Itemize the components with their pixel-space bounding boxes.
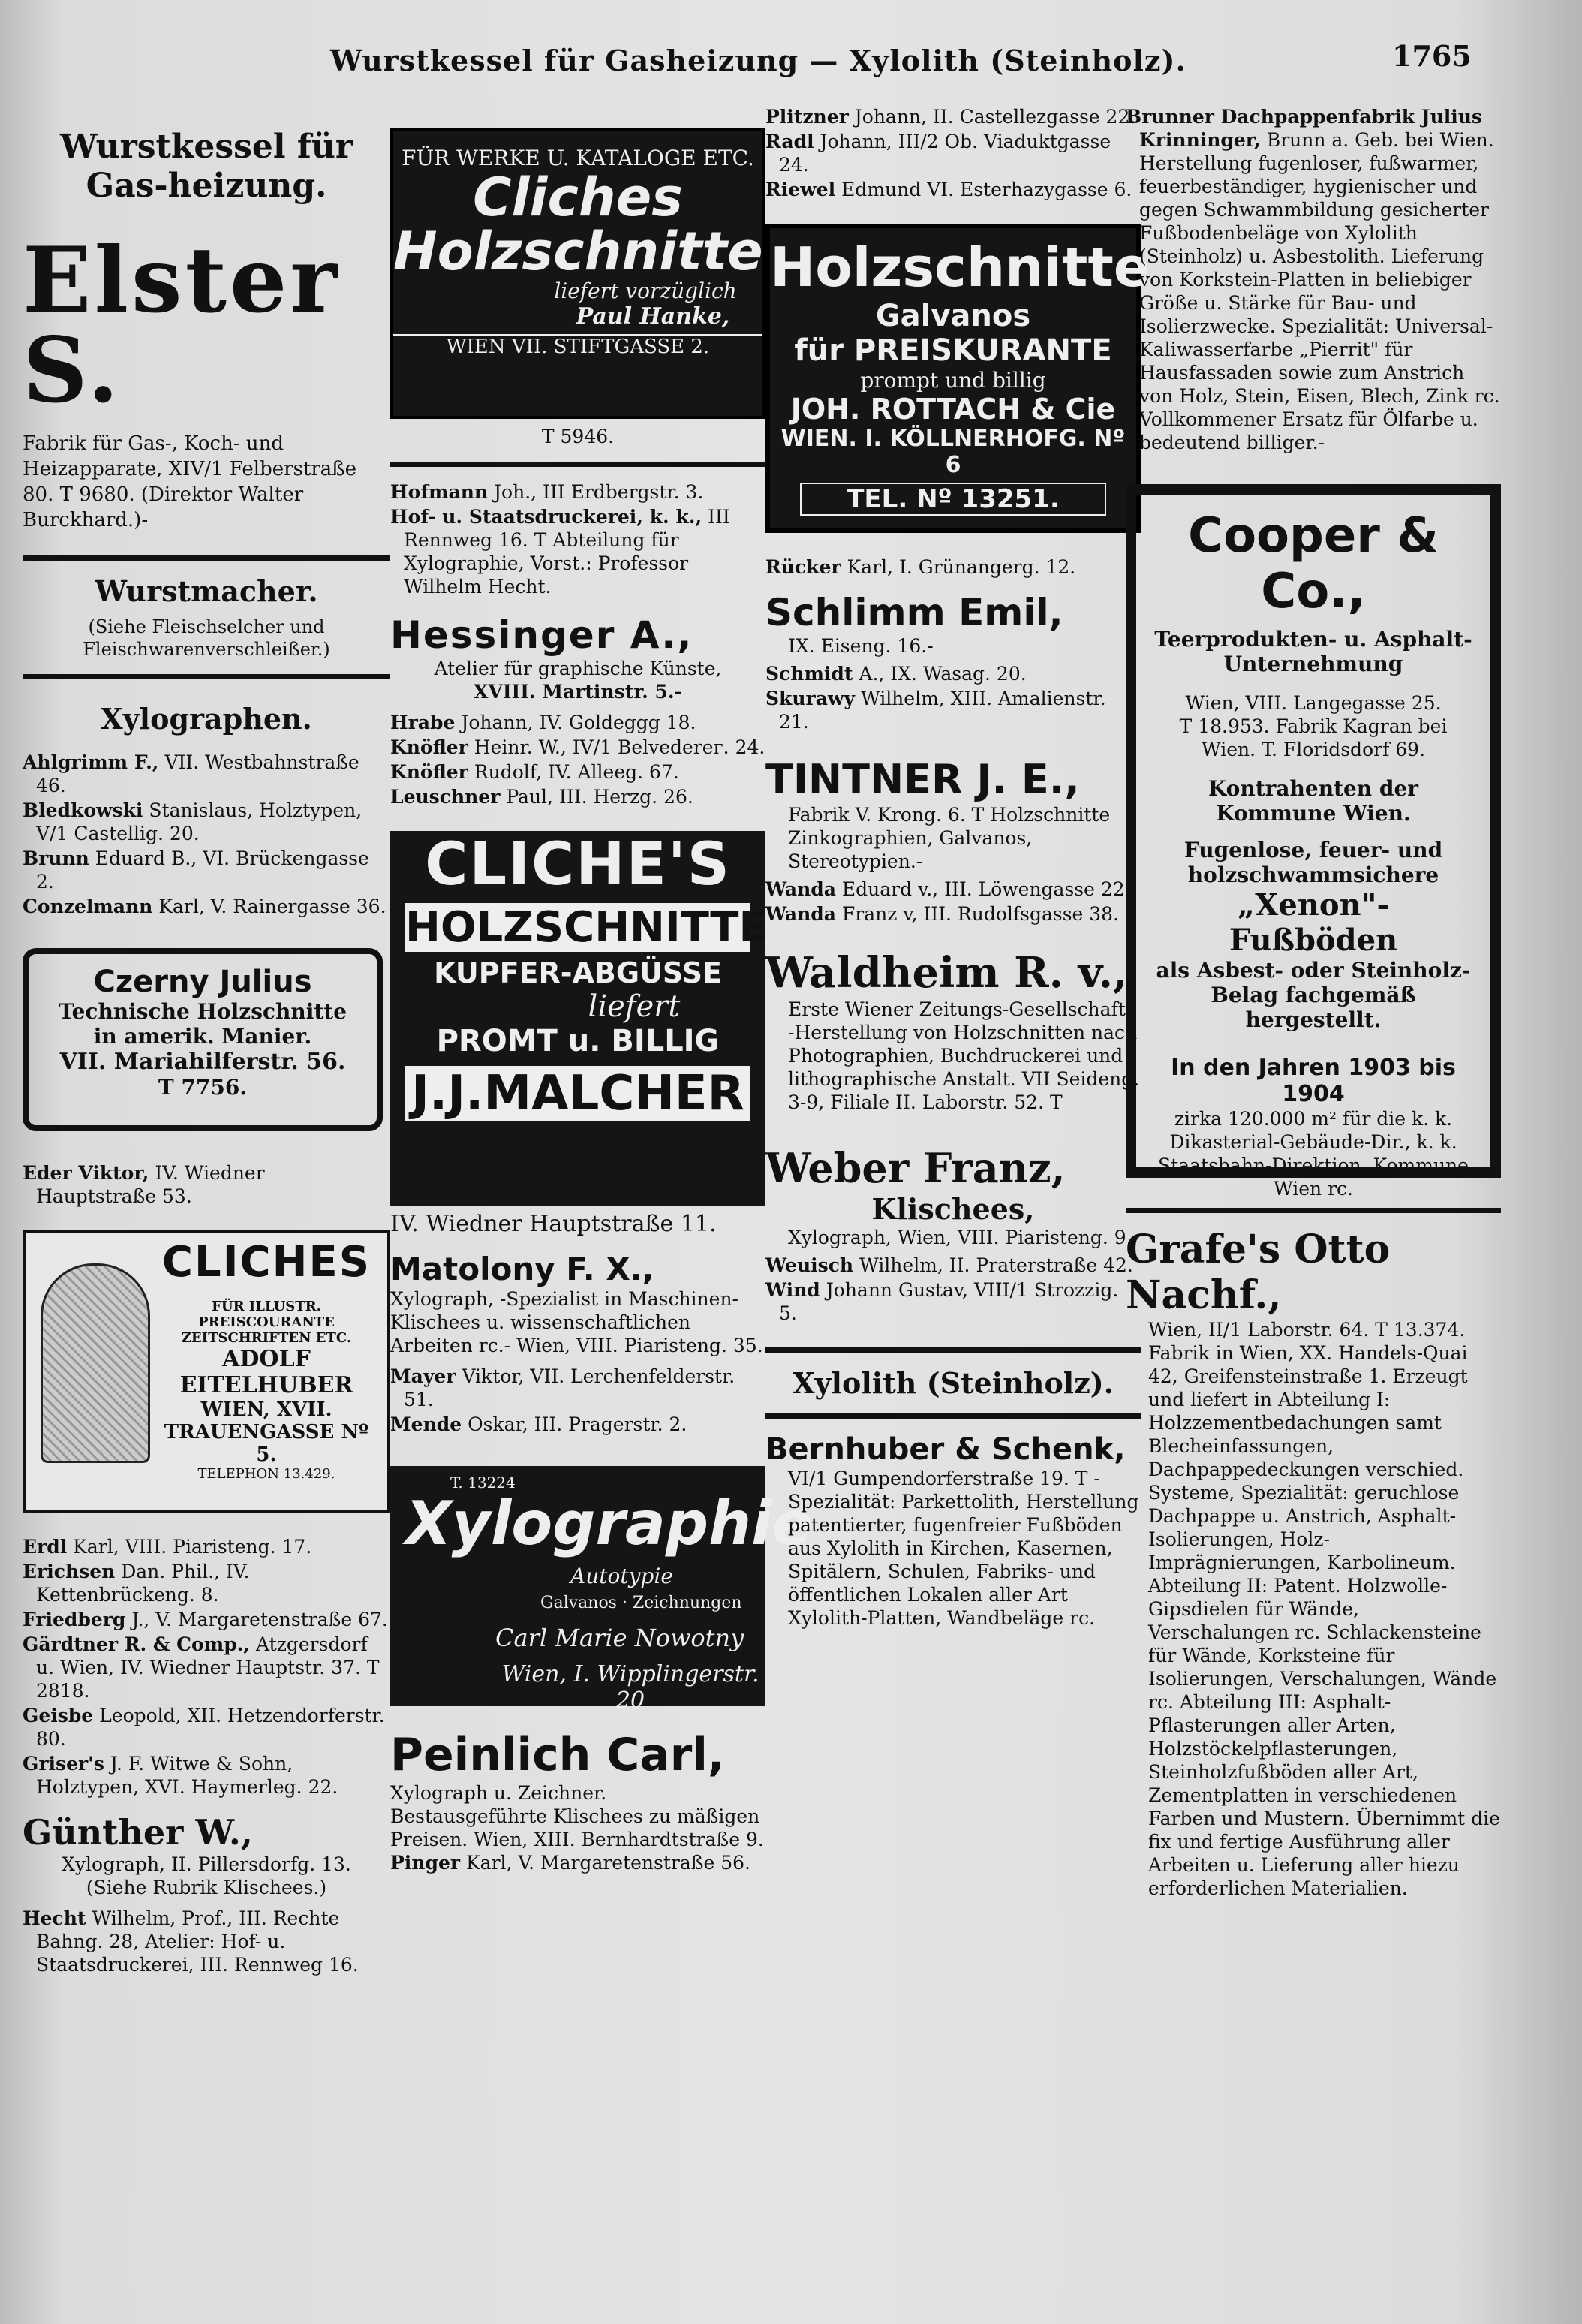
grafe-name: Grafe's Otto Nachf., bbox=[1126, 1227, 1391, 1318]
weber-sub: Klischees, bbox=[871, 1192, 1035, 1226]
tintner-text: Fabrik V. Krong. 6. T Holzschnitte Zinkographien, Galvanos, Stereotypien.- bbox=[788, 804, 1111, 872]
divider bbox=[765, 1413, 1141, 1419]
list-item: Eder Viktor, IV. Wiedner Hauptstraße 53. bbox=[23, 1162, 265, 1207]
ad-line: TELEPHON 13.429. bbox=[197, 1466, 335, 1482]
list-item: Knöfler Heinr. W., IV/1 Belvederег. 24. bbox=[390, 736, 765, 758]
nowotny-ad bbox=[390, 1466, 813, 1714]
ad-line: Xylographie bbox=[405, 1489, 813, 1558]
hessinger-line: Atelier für graphische Künste, bbox=[434, 658, 722, 679]
list-item: Knöfler Rudolf, IV. Alleeg. 67. bbox=[390, 761, 679, 783]
list-item: Ahlgrimm F., VII. Westbahnstraße 46. bbox=[23, 751, 359, 796]
ad-line: Teerprodukten- u. Asphalt-Unternehmung bbox=[1154, 627, 1472, 676]
ad-line: liefert bbox=[588, 989, 681, 1024]
czerny-phone: T 7756. bbox=[158, 1075, 248, 1100]
ad-line: für PREISKURANTE bbox=[794, 333, 1112, 368]
list-item: Riewel Edmund VI. Esterhazygasse 6. bbox=[765, 179, 1132, 200]
rottach-ad bbox=[765, 224, 1150, 533]
ad-line: WIEN. I. KÖLLNERHOFG. Nº 6 bbox=[780, 426, 1126, 478]
ad-line: ADOLF EITELHUBER bbox=[179, 1346, 353, 1398]
eitelhuber-ad bbox=[23, 1230, 390, 1513]
list-item: Leuschner Paul, III. Herzg. 26. bbox=[390, 786, 693, 808]
list-item: Griser's J. F. Witwe & Sohn, Holztypen, XVI. Haymerleg. 22. bbox=[23, 1753, 338, 1798]
list-item: Radl Johann, III/2 Ob. Viaduktgasse 24. bbox=[765, 131, 1111, 176]
peinlich-text: Xylograph u. Zeichner. Bestausgeführte Klischees zu mäßigen Preisen. Wien, XIII. Bernhardtstraße 9. bbox=[390, 1782, 764, 1850]
ad-line: als Asbest- oder Steinholz-Belag fachgemäß hergestellt. bbox=[1156, 958, 1471, 1032]
bernhuber-text: VI/1 Gumpendorferstraße 19. T -Spezialität: Parkettolith, Herstellung patentierter, fugenfreier Fußböden aus Xylolith in Kirchen, Kasernen, Spitälern, Schulen, Fabriks- und öffentlichen Lokalen aller Art Xylolith-Platten, Wandbeläge rc. bbox=[788, 1468, 1139, 1629]
divider bbox=[23, 555, 390, 561]
hessinger-line: XVIII. Martinstr. 5.- bbox=[474, 681, 682, 703]
list-item: Skurawy Wilhelm, XIII. Amalienstr. 21. bbox=[765, 688, 1106, 733]
page-header bbox=[0, 26, 1582, 93]
weber-name: Weber Franz, bbox=[765, 1144, 1066, 1192]
ad-line: FÜR ILLUSTR. PREISCOURANTE bbox=[198, 1299, 335, 1330]
ad-line: PROMT u. BILLIG bbox=[436, 1024, 720, 1058]
list-item: Friedberg J., V. Margaretenstraße 67. bbox=[23, 1609, 388, 1630]
category-note-wurstmacher: (Siehe Fleischselcher und Fleischwarenverschleißer.) bbox=[83, 616, 330, 660]
ad-line: „Xenon"- Fußböden bbox=[1229, 887, 1398, 958]
ad-line: Carl Marie Nowotny bbox=[495, 1624, 744, 1652]
figure-illustration bbox=[41, 1263, 150, 1463]
ad-line: Fugenlose, feuer- und holzschwammsichere bbox=[1183, 838, 1443, 887]
list-item: Rücker Karl, I. Grünangerg. 12. bbox=[765, 556, 1076, 578]
list-item: Hof- u. Staatsdruckerei, k. k., III Rennweg 16. T Abteilung für Xylographie, Vorst.: Professor Wilhelm Hecht. bbox=[390, 506, 730, 598]
ad-line: Paul Hanke, bbox=[576, 303, 730, 330]
ad-line: JOH. ROTTACH & Cie bbox=[790, 393, 1116, 426]
ad-line: J.J.MALCHER bbox=[405, 1066, 750, 1121]
ad-line: Holzschnitte bbox=[770, 236, 1150, 299]
waldheim-name: Waldheim R. v., bbox=[765, 948, 1128, 998]
list-item: Erichsen Dan. Phil., IV. Kettenbrückeng. 8. bbox=[23, 1561, 250, 1606]
entry-list-3 bbox=[765, 878, 1141, 926]
list-item: Wanda Franz v, III. Rudolfsgasse 38. bbox=[765, 903, 1120, 925]
waldheim-text: Erste Wiener Zeitungs-Gesellschaft. -Herstellung von Holzschnitten nach Photographien, Buchdruckerei und lithographische Anstalt. VII Seideng. 3-9, Filiale II. Laborstr. 52. T bbox=[788, 998, 1140, 1113]
list-item: Geisbe Leopold, XII. Hetzendorferstr. 80. bbox=[23, 1705, 385, 1750]
column-4 bbox=[1126, 105, 1501, 1900]
ad-line: TRAUENGASSE Nº 5. bbox=[164, 1421, 369, 1466]
ad-line: Cliches bbox=[473, 167, 683, 228]
list-item: Wanda Eduard v., III. Löwengasse 22. bbox=[765, 878, 1131, 900]
ad-line: Holzschnitte bbox=[393, 221, 763, 282]
list-item: Mayer Viktor, VII. Lerchenfelderstr. 51. bbox=[390, 1365, 735, 1410]
ad-phone: TEL. Nº 13251. bbox=[800, 483, 1106, 516]
ad-line: In den Jahren 1903 bis 1904 bbox=[1171, 1055, 1456, 1107]
list-item: Brunn Eduard B., VI. Brückengasse 2. bbox=[23, 847, 369, 893]
category-title-xylolith: Xylolith (Steinholz). bbox=[792, 1366, 1114, 1400]
column-3 bbox=[765, 105, 1150, 1630]
ad-line: CLICHE'S bbox=[425, 831, 731, 899]
divider bbox=[765, 1347, 1141, 1353]
malcher-ad bbox=[390, 831, 768, 1206]
list-item: Gärdtner R. & Comp., Atzgersdorf u. Wien, IV. Wiedner Hauptstr. 37. T 2818. bbox=[23, 1633, 380, 1702]
guenther-line: (Siehe Rubrik Klischees.) bbox=[86, 1877, 327, 1898]
entry-list-3 bbox=[390, 1365, 765, 1436]
guenther-name: Günther W., bbox=[23, 1812, 253, 1853]
running-title: Wurstkessel für Gasheizung — Xylolith (Steinholz). bbox=[330, 44, 1186, 77]
list-item: Hofmann Joh., III Erdbergstr. 3. bbox=[390, 481, 704, 503]
elster-name: Elster S. bbox=[23, 227, 341, 423]
list-item: Mende Oskar, III. Pragerstr. 2. bbox=[390, 1413, 687, 1435]
ad-line: Galvanos · Zeichnungen bbox=[540, 1594, 742, 1612]
czerny-ad bbox=[23, 948, 383, 1131]
ad-line: WIEN, XVII. bbox=[200, 1398, 332, 1421]
peinlich-name: Peinlich Carl, bbox=[390, 1729, 725, 1781]
ad-line: T 18.953. Fabrik Kagran bei Wien. T. Floridsdorf 69. bbox=[1179, 715, 1448, 760]
ad-line: HOLZSCHNITTE bbox=[405, 903, 768, 952]
entry-list-2 bbox=[765, 662, 1141, 733]
tintner-name: TINTNER J. E., bbox=[765, 756, 1080, 803]
ad-title: CLICHES bbox=[161, 1238, 371, 1287]
guenther-line: Xylograph, II. Pillersdorfg. 13. bbox=[62, 1853, 351, 1875]
list-item: Erdl Karl, VIII. Piaristeng. 17. bbox=[23, 1536, 312, 1558]
divider bbox=[390, 462, 765, 467]
czerny-name: Czerny Julius bbox=[93, 965, 312, 999]
weber-text: Xylograph, Wien, VIII. Piaristeng. 9.- bbox=[788, 1227, 1139, 1248]
column-2 bbox=[390, 98, 813, 1876]
matolony-text: Xylograph, -Spezialist in Maschinen-Klischees u. wissenschaftlichen Arbeiten rc.- Wien, VIII. Piaristeng. 35. bbox=[390, 1288, 763, 1356]
bernhuber-name: Bernhuber & Schenk, bbox=[765, 1432, 1126, 1467]
entry-list-1 bbox=[765, 105, 1141, 201]
list-item: Plitzner Johann, II. Castellezgasse 22. bbox=[765, 106, 1136, 128]
ad-line: zirka 120.000 m² für die k. k. Dikasterial-Gebäude-Dir., k. k. Staatsbahn-Direktion, Kommune Wien rc. bbox=[1158, 1108, 1469, 1200]
brunner-entry: Brunner Dachpappenfabrik Julius Krinninger, Brunn a. Geb. bei Wien. Herstellung fugenloser, fußwarmer, feuerbeständiger, hygienischer und gegen Schwammbildung gesicherter Fußbodenbeläge von Xylolith (Steinholz) u. Asbestolith. Lieferung von Korkstein-Platten in beliebiger Größe u. Stärke für Bau- und Isolierzwecke. Spezialität: Universal-Kaliwasserfarbe „Pierrit" für Hausfassaden sowie zum Anstrich von Holz, Stein, Eisen, Blech, Zink rc. Vollkommener Ersatz für Ölfarbe u. bedeutend billiger.- bbox=[1126, 106, 1500, 453]
czerny-line: VII. Mariahilferstr. 56. bbox=[59, 1049, 346, 1075]
hanke-ad bbox=[390, 128, 765, 419]
page-number: 1765 bbox=[1392, 39, 1472, 73]
category-title-wurstkessel: Wurstkessel für Gas-heizung. bbox=[59, 128, 353, 205]
list-item: Weuisch Wilhelm, II. Praterstraße 42. bbox=[765, 1254, 1133, 1276]
hanke-phone: T 5946. bbox=[541, 426, 615, 447]
cooper-name: Cooper & Co., bbox=[1188, 508, 1439, 619]
ad-line: Galvanos bbox=[875, 299, 1031, 333]
list-item: Wind Johann Gustav, VIII/1 Strozzig. 5. bbox=[765, 1279, 1119, 1324]
ad-line: Wien, VIII. Langegasse 25. bbox=[1185, 692, 1442, 714]
divider bbox=[1126, 1208, 1501, 1213]
schlimm-text: IX. Eiseng. 16.- bbox=[788, 635, 934, 657]
ad-line: Wien, I. Wipplingerstr. 20 bbox=[501, 1661, 759, 1714]
ad-line: ZEITSCHRIFTEN ETC. bbox=[181, 1330, 352, 1346]
list-item: Bledkowski Stanislaus, Holztypen, V/1 Castellig. 20. bbox=[23, 799, 362, 844]
malcher-address: IV. Wiedner Hauptstraße 11. bbox=[390, 1211, 717, 1237]
ad-line: WIEN VII. STIFTGASSE 2. bbox=[393, 334, 762, 358]
schlimm-name: Schlimm Emil, bbox=[765, 591, 1063, 634]
cooper-ad bbox=[1126, 484, 1501, 1200]
entry-list-1 bbox=[23, 751, 390, 918]
ad-line: KUPFER-ABGÜSSE bbox=[434, 956, 722, 989]
list-item: Conzelmann Karl, V. Rainergasse 36. bbox=[23, 896, 386, 917]
czerny-line: Technische Holzschnitte bbox=[58, 999, 347, 1024]
matolony-name: Matolony F. X., bbox=[390, 1251, 654, 1287]
ad-line: FÜR WERKE U. KATALOGE ETC. bbox=[402, 146, 754, 170]
list-item: Schmidt A., IX. Wasag. 20. bbox=[765, 663, 1027, 685]
ad-line: T. 13224 bbox=[450, 1474, 516, 1492]
category-title-xylographen: Xylographen. bbox=[101, 702, 312, 736]
entry-list-4 bbox=[765, 1254, 1141, 1325]
divider bbox=[23, 674, 390, 679]
grafe-text: Wien, II/1 Laborstr. 64. T 13.374. Fabrik in Wien, XX. Handels-Quai 42, Greifensteinstraße 1. Erzeugt und liefert in Abteilung I: Holzzementbedachungen samt Blecheinfassungen, Dachpappedeckungen verschied. Systeme, Spezialität: geruchlose Dachpappe u. Anstrich, Asphalt-Isolierungen, Holz-Imprägnierungen, Karbolineum. Abteilung II: Patent. Holzwolle-Gipsdielen für Wände, Verschalungen rc. Schlackensteine für Wände, Korksteine für Isolierungen, Verschalungen, Wände rc. Abteilung III: Asphalt-Pflasterungen aller Arten, Holzstöckelpflasterungen, Steinholzfußböden aller Art, Zementplatten in verschiedenen Farben und Mustern. Übernimmt die fix und fertige Ausführung aller Arbeiten u. Lieferung aller hiezu erforderlichen Materialien. bbox=[1148, 1319, 1500, 1899]
ad-line: Kontrahenten der Kommune Wien. bbox=[1208, 776, 1419, 826]
list-item: Pinger Karl, V. Margaretenstraße 56. bbox=[390, 1852, 750, 1874]
column-1 bbox=[23, 98, 390, 1978]
ad-line: Autotypie bbox=[570, 1564, 673, 1588]
ad-line: liefert vorzüglich bbox=[554, 278, 737, 303]
elster-text: Fabrik für Gas-, Koch- und Heizapparate, XIV/1 Felberstraße 80. T 9680. (Direktor Walter Burckhard.)- bbox=[23, 432, 357, 531]
list-item: Hrabe Johann, IV. Goldeggg 18. bbox=[390, 712, 696, 733]
category-title-wurstmacher: Wurstmacher. bbox=[95, 574, 318, 608]
list-item: Hecht Wilhelm, Prof., III. Rechte Bahng. 28, Atelier: Hof- u. Staatsdruckerei, III. Rennweg 16. bbox=[23, 1907, 359, 1976]
czerny-line: in amerik. Manier. bbox=[93, 1024, 312, 1049]
entry-list-2 bbox=[390, 711, 765, 808]
entry-list-2 bbox=[23, 1535, 390, 1799]
hessinger-name: Hessinger A., bbox=[390, 613, 693, 657]
ad-line: prompt und billig bbox=[860, 368, 1046, 393]
